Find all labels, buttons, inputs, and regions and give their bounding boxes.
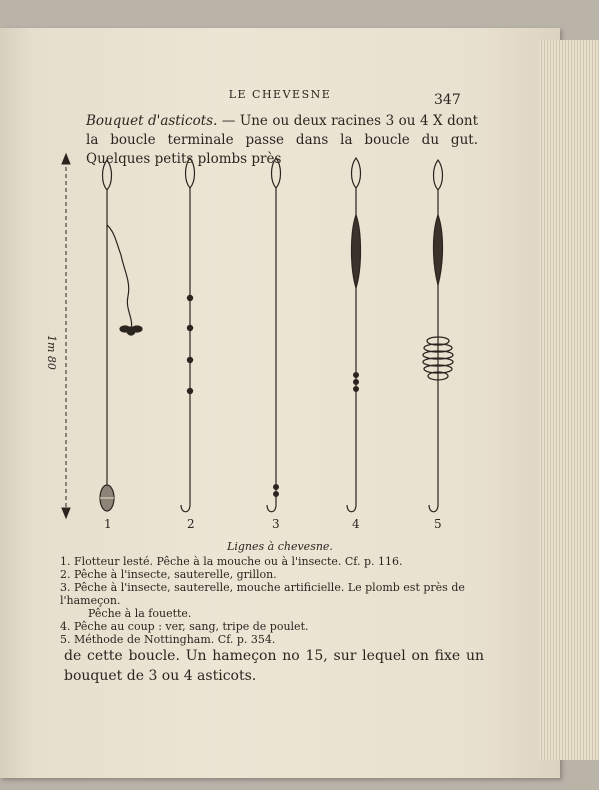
- line-5-drawing: [423, 160, 453, 512]
- loop-icon: [434, 160, 443, 190]
- dimension-arrow: [62, 154, 70, 518]
- caption-item: 1. Flotteur lesté. Pêche à la mouche ou à l'insecte. Cf. p. 116.: [60, 555, 403, 568]
- loop-icon: [352, 158, 361, 188]
- line-3-drawing: [267, 158, 281, 512]
- hook-icon: [347, 505, 356, 512]
- hook-icon: [181, 505, 190, 512]
- figure-number-1: 1: [104, 517, 112, 531]
- caption-item: 4. Pêche au coup : ver, sang, tripe de poulet.: [60, 620, 309, 633]
- dropper-line: [107, 225, 132, 330]
- figure-caption-title: Lignes à chevesne.: [227, 540, 333, 553]
- caption-item: 5. Méthode de Nottingham. Cf. p. 354.: [60, 633, 276, 646]
- line-2-drawing: [181, 158, 195, 512]
- hook-icon: [429, 505, 438, 512]
- arrow-up-icon: [62, 154, 70, 164]
- swimfeeder-spiral-icon: [423, 337, 453, 380]
- loop-icon: [272, 158, 281, 188]
- float-icon: [352, 215, 361, 288]
- figure-number-4: 4: [352, 517, 360, 531]
- caption-item: 2. Pêche à l'insecte, sauterelle, grillon.: [60, 568, 277, 581]
- outro-paragraph: de cette boucle. Un hameçon no 15, sur lequel on fixe un bouquet de 3 ou 4 asticots.: [64, 648, 484, 684]
- loop-icon: [103, 160, 112, 190]
- running-head: LE CHEVESNE: [228, 88, 332, 101]
- figure-number-2: 2: [187, 517, 195, 531]
- figure-caption-list: [60, 555, 500, 646]
- caption-item: 3. Pêche à l'insecte, sauterelle, mouche artificielle. Le plomb est près de l'hameçon.: [60, 581, 465, 607]
- figure-number-5: 5: [434, 517, 442, 531]
- arrow-down-icon: [62, 508, 70, 518]
- intro-text: — Une ou deux racines 3 ou 4 X dont la boucle terminale passe dans la boucle du gut. Quelques petits plombs près: [86, 113, 478, 167]
- caption-item: Pêche à la fouette.: [88, 607, 192, 620]
- line-1-drawing: [100, 160, 142, 511]
- intro-lead: Bouquet d'asticots.: [86, 113, 218, 129]
- dimension-label: 1m 80: [45, 335, 58, 370]
- figure-number-3: 3: [272, 517, 280, 531]
- fly-icon: [120, 326, 142, 335]
- loop-icon: [186, 158, 195, 188]
- hook-icon: [267, 505, 276, 512]
- float-icon: [434, 215, 443, 285]
- split-shot-icon: [354, 373, 359, 392]
- page-number: 347: [434, 92, 461, 108]
- line-4-drawing: [347, 158, 361, 512]
